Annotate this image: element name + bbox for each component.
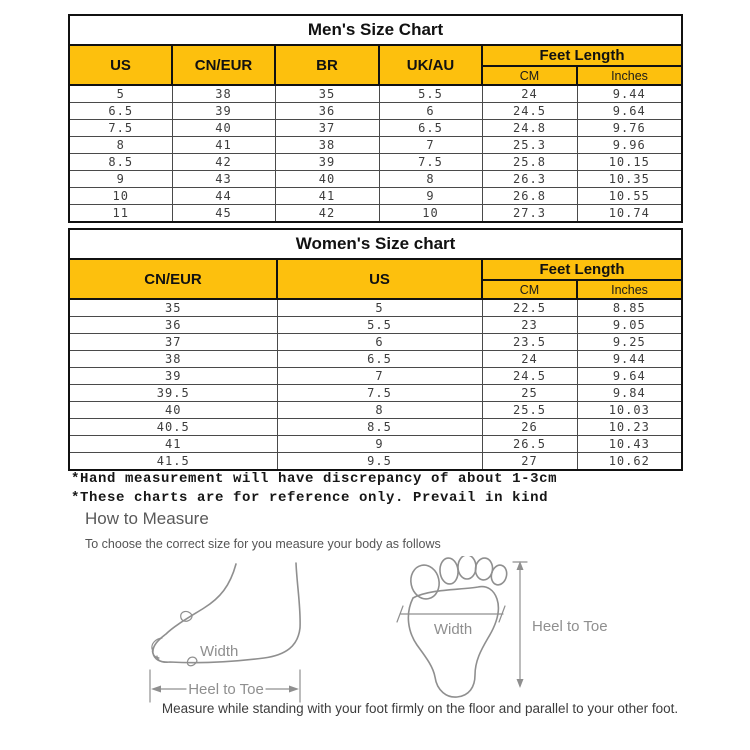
table-cell: 40.5	[69, 419, 277, 436]
top-width-label: Width	[433, 621, 473, 638]
table-row	[69, 299, 682, 317]
side-heel-to-toe-label: Heel to Toe	[188, 681, 264, 698]
table-cell: 10.55	[577, 188, 682, 205]
table-cell: 7	[277, 368, 482, 385]
vertical-measure-line-icon	[513, 562, 527, 686]
table-row	[69, 120, 682, 137]
table-cell: 6.5	[277, 351, 482, 368]
mens-feet-length-header: Feet Length	[482, 45, 682, 66]
down-arrowhead-icon	[517, 679, 524, 688]
table-cell: 23	[482, 317, 577, 334]
table-row	[69, 453, 682, 471]
table-cell: 10.35	[577, 171, 682, 188]
toe-icon	[458, 556, 476, 579]
table-cell: 7	[379, 137, 482, 154]
footprint-outline-icon	[408, 587, 498, 698]
table-cell: 27.3	[482, 205, 577, 223]
foot-side-view-diagram	[140, 560, 330, 708]
table-cell: 41.5	[69, 453, 277, 471]
note-hand-measurement: *Hand measurement will have discrepancy of about 1-3cm	[71, 471, 558, 487]
table-row	[69, 436, 682, 453]
how-to-measure-heading: How to Measure	[85, 509, 209, 528]
womens-table-title: Women's Size chart	[69, 229, 682, 259]
table-cell: 38	[275, 137, 379, 154]
how-to-measure-subheading: To choose the correct size for you measure your body as follows	[85, 537, 441, 551]
mens-col-inches: Inches	[577, 66, 682, 85]
table-cell: 41	[275, 188, 379, 205]
table-cell: 26.8	[482, 188, 577, 205]
table-row	[69, 317, 682, 334]
table-cell: 8.5	[69, 154, 172, 171]
disclaimer-notes	[71, 470, 557, 508]
table-cell: 8	[379, 171, 482, 188]
mens-table-body	[69, 85, 682, 222]
table-cell: 9.64	[577, 368, 682, 385]
womens-header-row	[69, 259, 682, 280]
table-cell: 35	[69, 299, 277, 317]
left-arrowhead-icon	[151, 686, 161, 693]
top-heel-to-toe-label: Heel to Toe	[532, 618, 608, 635]
womens-table-body	[69, 299, 682, 470]
table-cell: 41	[172, 137, 275, 154]
table-cell: 8	[277, 402, 482, 419]
table-cell: 25.5	[482, 402, 577, 419]
mens-col-cm: CM	[482, 66, 577, 85]
table-cell: 8.85	[577, 299, 682, 317]
table-cell: 9.64	[577, 103, 682, 120]
table-cell: 39	[172, 103, 275, 120]
table-cell: 37	[69, 334, 277, 351]
table-row	[69, 402, 682, 419]
table-cell: 35	[275, 85, 379, 103]
mens-table-title: Men's Size Chart	[69, 15, 682, 45]
measure-instruction-caption: Measure while standing with your foot firmly on the floor and parallel to your other foot.	[161, 701, 679, 716]
womens-size-table	[68, 228, 683, 471]
table-cell: 39	[275, 154, 379, 171]
table-cell: 9.44	[577, 85, 682, 103]
womens-col-us: US	[277, 259, 482, 299]
table-cell: 42	[172, 154, 275, 171]
table-row	[69, 368, 682, 385]
table-cell: 24.5	[482, 368, 577, 385]
table-cell: 9.25	[577, 334, 682, 351]
table-cell: 6.5	[379, 120, 482, 137]
table-row	[69, 103, 682, 120]
table-cell: 36	[275, 103, 379, 120]
table-cell: 5.5	[379, 85, 482, 103]
womens-col-cm: CM	[482, 280, 577, 299]
table-cell: 9	[277, 436, 482, 453]
womens-title-row	[69, 229, 682, 259]
table-cell: 24.8	[482, 120, 577, 137]
mens-size-table	[68, 14, 683, 223]
table-row	[69, 419, 682, 436]
table-cell: 25.8	[482, 154, 577, 171]
sole-curl-icon	[187, 657, 197, 666]
foot-top-view-diagram	[395, 556, 625, 706]
mens-col-br: BR	[275, 45, 379, 85]
table-cell: 7.5	[379, 154, 482, 171]
table-row	[69, 188, 682, 205]
table-cell: 7.5	[69, 120, 172, 137]
table-cell: 8	[69, 137, 172, 154]
table-cell: 24	[482, 351, 577, 368]
table-cell: 24	[482, 85, 577, 103]
table-cell: 8.5	[277, 419, 482, 436]
table-cell: 36	[69, 317, 277, 334]
table-cell: 45	[172, 205, 275, 223]
table-cell: 9.76	[577, 120, 682, 137]
table-cell: 40	[172, 120, 275, 137]
table-cell: 22.5	[482, 299, 577, 317]
table-cell: 11	[69, 205, 172, 223]
table-cell: 40	[69, 402, 277, 419]
table-cell: 9.44	[577, 351, 682, 368]
mens-col-us: US	[69, 45, 172, 85]
table-cell: 10.03	[577, 402, 682, 419]
mens-title-row	[69, 15, 682, 45]
table-cell: 10.43	[577, 436, 682, 453]
table-cell: 9	[379, 188, 482, 205]
table-cell: 9.5	[277, 453, 482, 471]
table-row	[69, 351, 682, 368]
table-cell: 10	[379, 205, 482, 223]
big-toe-icon	[408, 562, 442, 601]
right-arrowhead-icon	[289, 686, 299, 693]
table-cell: 10	[69, 188, 172, 205]
table-cell: 7.5	[277, 385, 482, 402]
table-cell: 23.5	[482, 334, 577, 351]
table-cell: 6.5	[69, 103, 172, 120]
womens-col-cn-eur: CN/EUR	[69, 259, 277, 299]
table-row	[69, 334, 682, 351]
table-cell: 6	[379, 103, 482, 120]
table-row	[69, 137, 682, 154]
table-cell: 9	[69, 171, 172, 188]
mens-col-uk-au: UK/AU	[379, 45, 482, 85]
table-cell: 5.5	[277, 317, 482, 334]
table-cell: 26.3	[482, 171, 577, 188]
womens-col-inches: Inches	[577, 280, 682, 299]
note-reference-only: *These charts are for reference only. Prevail in kind	[71, 490, 549, 506]
side-width-label: Width	[200, 643, 239, 660]
toe-lines-icon	[152, 638, 167, 662]
table-cell: 42	[275, 205, 379, 223]
table-cell: 43	[172, 171, 275, 188]
table-row	[69, 154, 682, 171]
table-cell: 10.74	[577, 205, 682, 223]
table-cell: 44	[172, 188, 275, 205]
toe-icon	[439, 557, 459, 584]
table-cell: 9.84	[577, 385, 682, 402]
womens-feet-length-header: Feet Length	[482, 259, 682, 280]
table-row	[69, 385, 682, 402]
table-cell: 39	[69, 368, 277, 385]
table-cell: 41	[69, 436, 277, 453]
table-cell: 9.05	[577, 317, 682, 334]
table-row	[69, 85, 682, 103]
width-line-icon	[397, 606, 505, 622]
table-row	[69, 171, 682, 188]
table-cell: 5	[277, 299, 482, 317]
table-cell: 25	[482, 385, 577, 402]
table-cell: 10.23	[577, 419, 682, 436]
table-cell: 37	[275, 120, 379, 137]
table-cell: 10.62	[577, 453, 682, 471]
table-cell: 27	[482, 453, 577, 471]
table-cell: 5	[69, 85, 172, 103]
table-cell: 38	[172, 85, 275, 103]
table-row	[69, 205, 682, 223]
table-cell: 39.5	[69, 385, 277, 402]
table-cell: 9.96	[577, 137, 682, 154]
table-cell: 26	[482, 419, 577, 436]
table-cell: 6	[277, 334, 482, 351]
table-cell: 38	[69, 351, 277, 368]
table-cell: 24.5	[482, 103, 577, 120]
table-cell: 25.3	[482, 137, 577, 154]
table-cell: 10.15	[577, 154, 682, 171]
table-cell: 40	[275, 171, 379, 188]
mens-col-cn-eur: CN/EUR	[172, 45, 275, 85]
mens-header-row	[69, 45, 682, 66]
table-cell: 26.5	[482, 436, 577, 453]
